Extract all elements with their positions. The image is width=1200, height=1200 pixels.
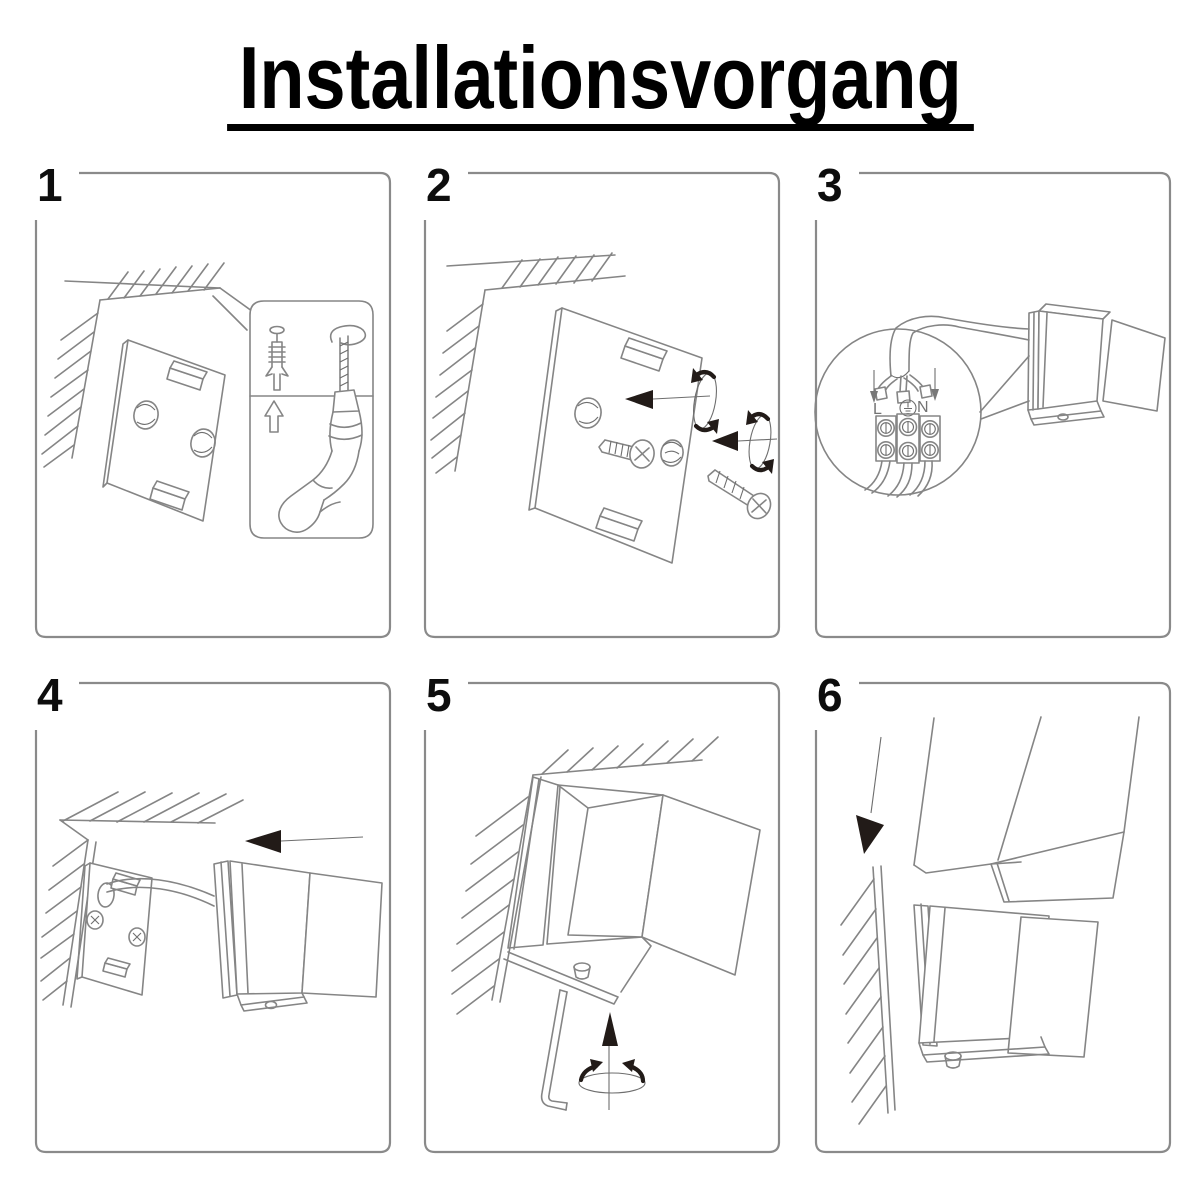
- page-title: Installationsvorgang: [227, 34, 973, 131]
- step-panel-1: [33, 159, 395, 640]
- mounting-plate: [103, 340, 225, 521]
- lamp-body: [504, 777, 760, 1004]
- mounting-plate: [529, 308, 702, 563]
- mounting-plate: [77, 863, 152, 995]
- rotate-clockwise-icon: [745, 410, 774, 474]
- step-6-illustration: [813, 680, 1175, 1155]
- step-number: 2: [426, 159, 452, 211]
- title-row: [0, 0, 1200, 131]
- step-number: 4: [37, 669, 63, 721]
- terminal-label-live: L: [873, 401, 882, 418]
- lamp-top-cover: [914, 717, 1139, 902]
- lamp-body: [1028, 304, 1165, 425]
- step-panel-6: [813, 669, 1175, 1155]
- step-number: 3: [817, 159, 843, 211]
- terminal-label-neutral: N: [917, 399, 929, 416]
- power-cable: [890, 316, 1029, 377]
- up-arrow-icon: [602, 1012, 618, 1110]
- magnifier-circle: [815, 329, 981, 495]
- step-panel-3: [813, 159, 1175, 640]
- lamp-body: [914, 904, 1098, 1068]
- wires-below-terminal: [865, 461, 932, 497]
- step-panel-5: [422, 669, 784, 1155]
- step-number: 6: [817, 669, 843, 721]
- step-3-illustration: [813, 170, 1175, 640]
- wall-corner: [841, 866, 895, 1124]
- step-4-illustration: [33, 680, 395, 1155]
- left-arrow-icon: [712, 431, 777, 451]
- step-2-illustration: [422, 170, 784, 640]
- hex-key-icon: [542, 990, 567, 1110]
- step-1-illustration: [33, 170, 395, 640]
- down-arrow-icon: [856, 737, 884, 854]
- panel-border: [816, 173, 1170, 637]
- rotate-clockwise-icon: [579, 1059, 645, 1093]
- screw-head-icon: [129, 928, 145, 946]
- step-panel-4: [33, 669, 395, 1155]
- magnifier-pointer: [980, 356, 1029, 419]
- screw-icon: [708, 470, 775, 523]
- step-5-illustration: [422, 680, 784, 1155]
- left-arrow-icon: [245, 830, 363, 853]
- rotate-clockwise-icon: [690, 368, 720, 434]
- lamp-body: [214, 861, 382, 1011]
- screw-head-icon: [87, 911, 103, 929]
- terminal-block: [876, 414, 940, 463]
- step-panel-2: [422, 159, 784, 640]
- step-number: 1: [37, 159, 63, 211]
- step-number: 5: [426, 669, 452, 721]
